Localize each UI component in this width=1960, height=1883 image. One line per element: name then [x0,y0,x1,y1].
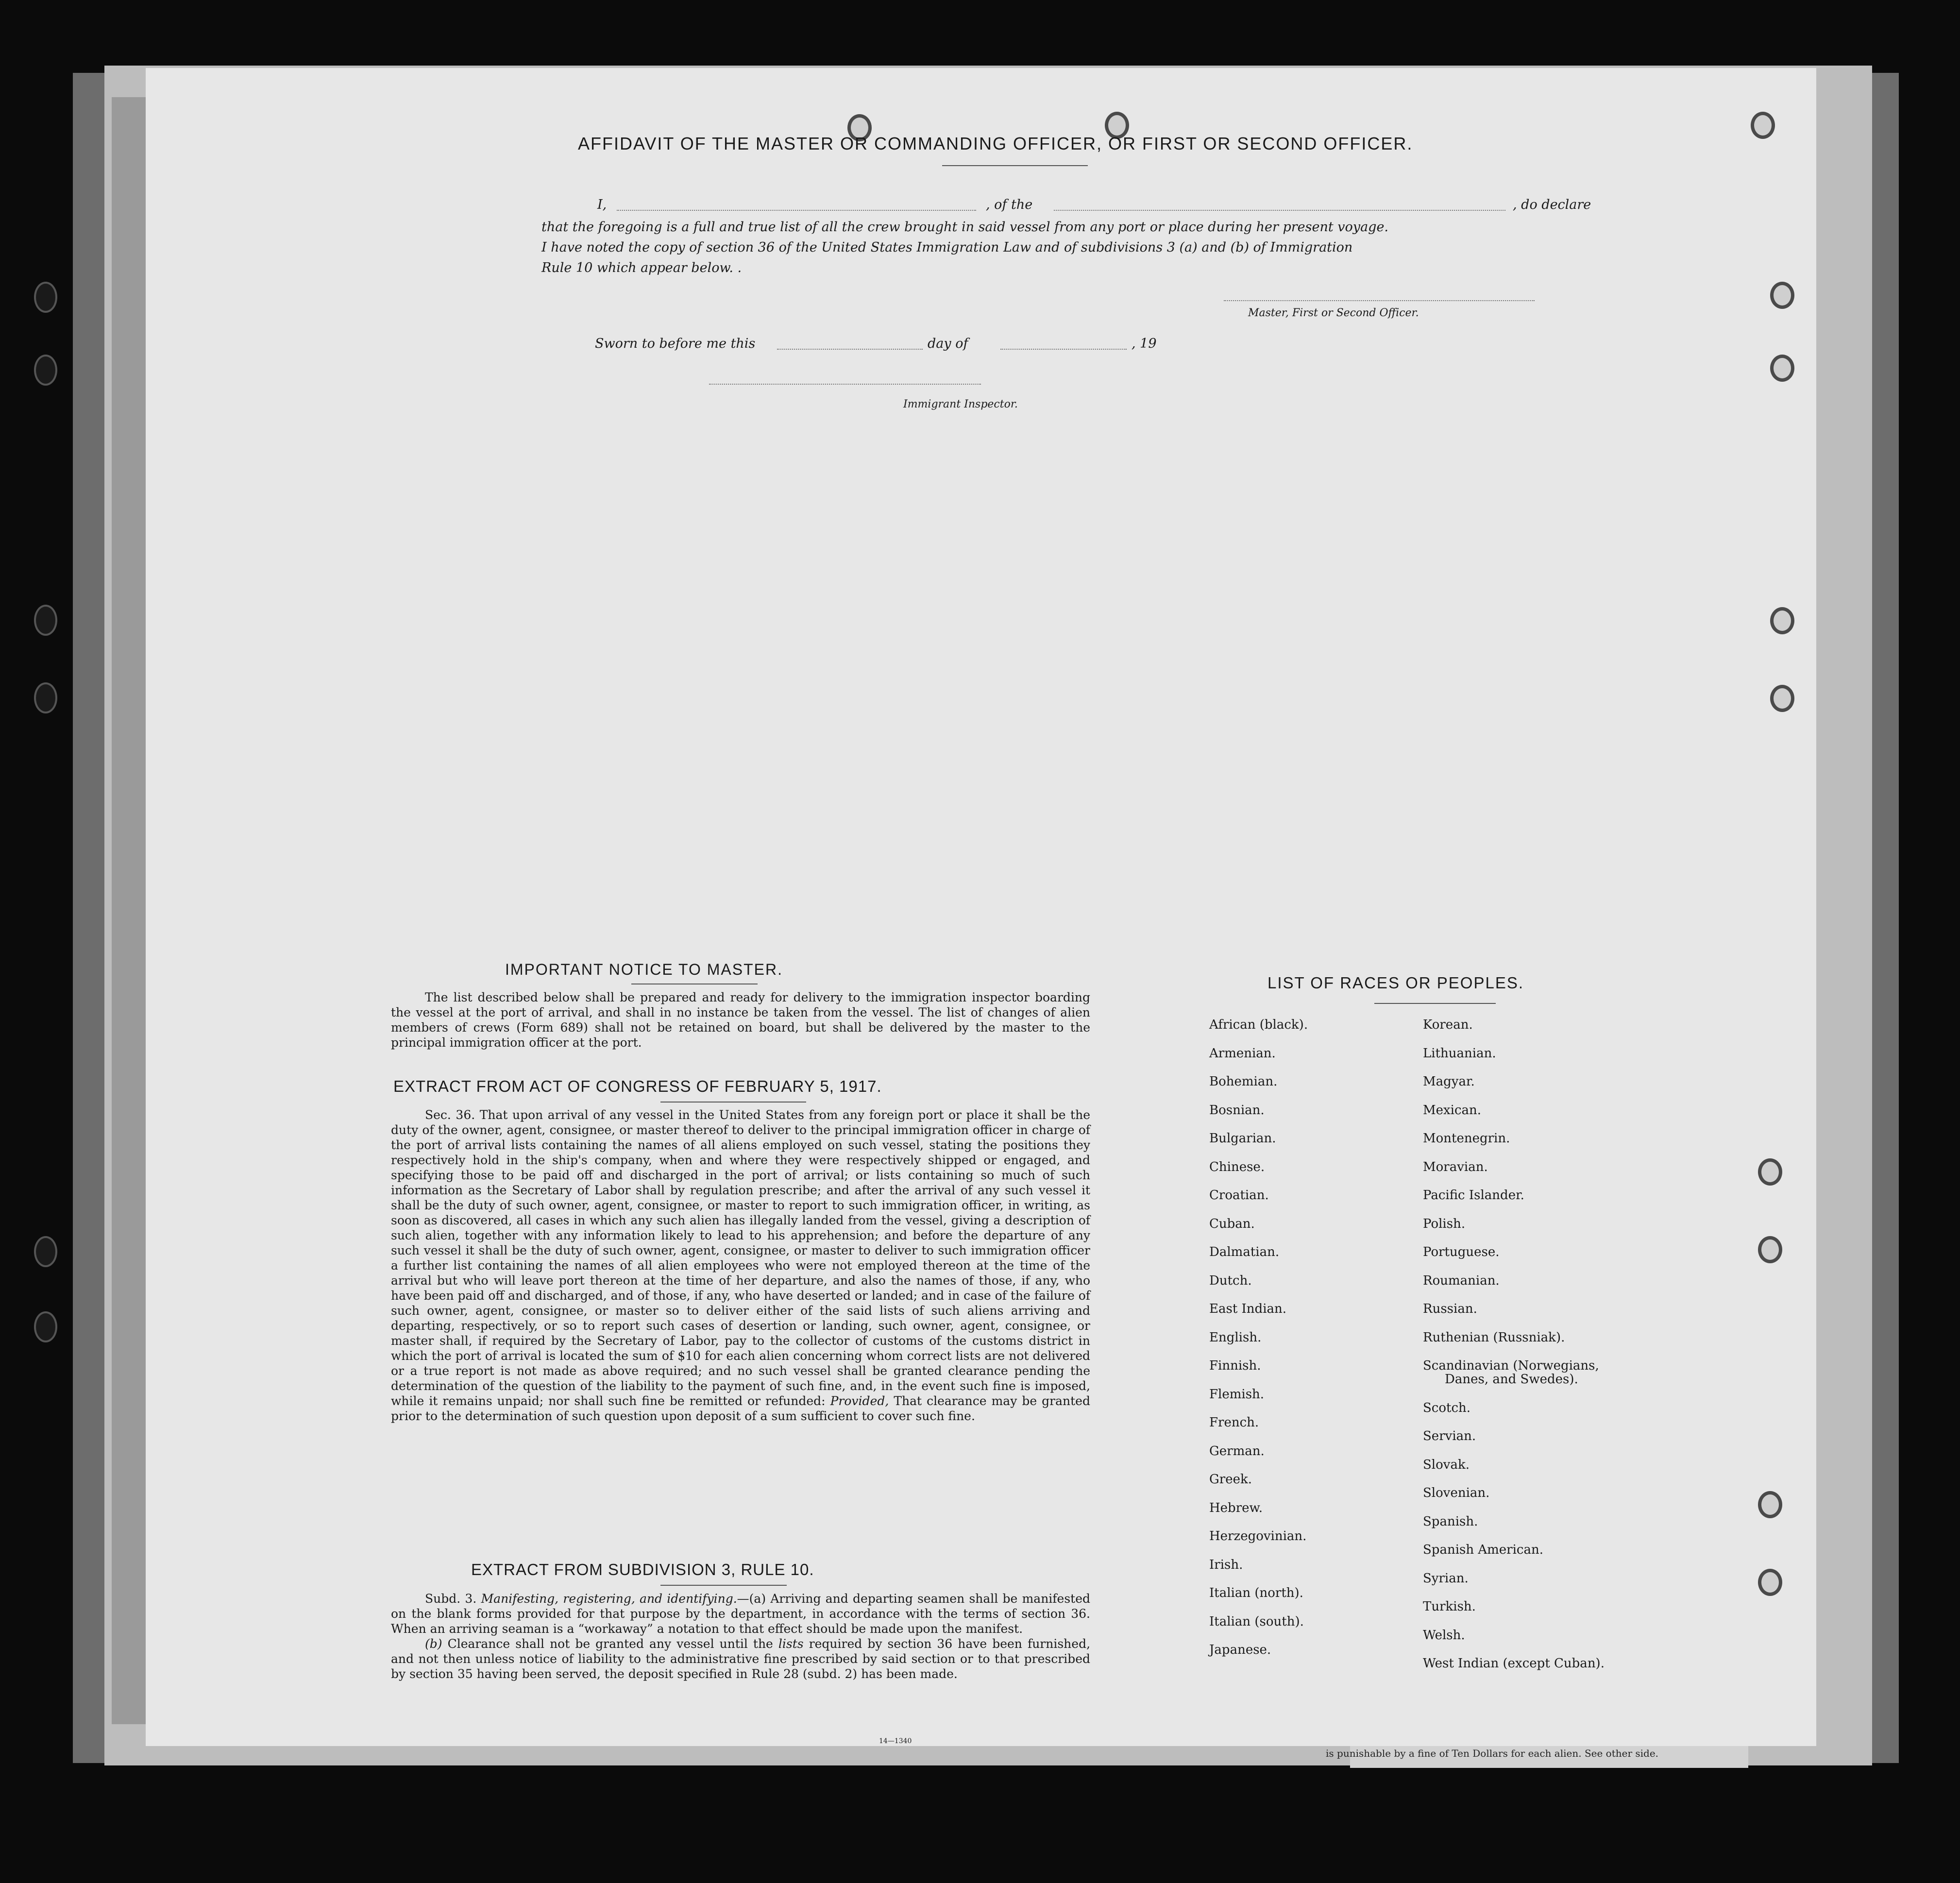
race-item: German. [1209,1443,1265,1459]
punch-ring [1758,1569,1782,1596]
race-item: African (black). [1209,1018,1308,1032]
race-item: Servian. [1423,1429,1476,1443]
race-item: Hebrew. [1209,1500,1263,1515]
affidavit-title: AFFIDAVIT OF THE MASTER OR COMMANDING OFFICER, OR FIRST OR SECOND OFFICER. [578,134,1413,153]
race-item: Ruthenian (Russniak). [1423,1330,1565,1345]
race-item: Italian (south). [1209,1614,1304,1629]
race-item: Moravian. [1423,1159,1488,1174]
race-item: Portuguese. [1423,1245,1500,1259]
race-item: Irish. [1209,1557,1243,1572]
section-36-end: That clearance may be granted prior to the determination of such question upon deposit of a sum sufficient to cover such fine. [391,1394,1090,1423]
races-title: LIST OF RACES OR PEOPLES. [1267,974,1524,992]
race-item: Italian (north). [1209,1586,1303,1600]
master-signature-line [1224,300,1535,301]
affidavit-i: I, [597,197,607,212]
races-title-rule [1374,1003,1496,1004]
subd-title: Manifesting, registering, and identifying. [481,1592,737,1606]
race-item: Lithuanian. [1423,1046,1496,1061]
race-item: Scotch. [1423,1400,1471,1415]
race-item: Montenegrin. [1423,1131,1510,1146]
race-item: Roumanian. [1423,1273,1500,1288]
race-item: Dalmatian. [1209,1245,1280,1259]
race-item: Russian. [1423,1302,1477,1316]
race-item: Turkish. [1423,1599,1476,1614]
punch-ring [1770,685,1794,712]
race-item: Mexican. [1423,1103,1482,1118]
race-item: Flemish. [1209,1387,1265,1402]
race-item: Polish. [1423,1216,1466,1231]
back-page-footnote: is punishable by a fine of Ten Dollars for each alien. See other side. [1326,1747,1659,1759]
race-item: Scandinavian (Norwegians, [1423,1358,1599,1373]
subd-para-b-post: required by section 36 have been furnished, and not then unless notice of liability to the administrative fine prescribed by said section or to that prescribed by section 35 having been served, the deposit specified in Rule 28 (subd. 2) has been made. [391,1637,1091,1681]
act-extract-rule [660,1102,806,1103]
punch-ring [1758,1158,1782,1186]
vessel-blank [1054,210,1505,211]
subd-lists-word: lists [778,1637,804,1651]
affidavit-line-4: Rule 10 which appear below. . [541,260,742,275]
punch-ring [1770,282,1794,309]
punch-ring [1751,112,1775,139]
month-blank [1000,349,1127,350]
notice-paragraph: The list described below shall be prepared and ready for delivery to the immigration inspector boarding the vessel at the port of arrival, and shall in no instance be taken from the vessel. The list of changes of alien members of crews (Form 689) shall not be retained on board, but shall be delivered by the master to the principal immigration officer at the port. [391,990,1090,1050]
race-item: Magyar. [1423,1074,1475,1089]
race-item: Syrian. [1423,1571,1469,1586]
affidavit-line-2: that the foregoing is a full and true list of all the crew brought in said vessel from any port or place during her present voyage. [541,220,1389,235]
race-item: Korean. [1423,1018,1473,1032]
race-item: East Indian. [1209,1302,1287,1316]
race-item: Dutch. [1209,1273,1252,1288]
affidavit-declare: , do declare [1513,197,1591,212]
punch-ring [1758,1236,1782,1263]
race-item: Spanish. [1423,1514,1478,1529]
subd-label: Subd. 3. [425,1592,477,1606]
punch-ring [1770,607,1794,634]
race-item: Danes, and Swedes). [1445,1372,1578,1387]
rule-extract-rule [660,1585,787,1586]
notice-text [391,990,1090,1050]
section-label: Sec. 36. [425,1108,475,1122]
act-extract-heading: EXTRACT FROM ACT OF CONGRESS OF FEBRUARY 5, 1917. [393,1077,882,1095]
inspector-caption: Immigrant Inspector. [903,398,1018,410]
punch-ring [1770,355,1794,382]
race-item: Bosnian. [1209,1103,1265,1118]
binder-hole [34,682,57,713]
day-blank [777,349,923,350]
race-item: French. [1209,1415,1259,1430]
punch-ring [1758,1491,1782,1518]
race-item: Chinese. [1209,1159,1265,1174]
race-item: Slovak. [1423,1457,1470,1472]
section-36-text [391,1107,1090,1424]
inspector-signature-line [709,384,981,385]
affidavit-title-rule [942,165,1088,166]
notice-title: IMPORTANT NOTICE TO MASTER. [505,961,783,978]
race-item: Greek. [1209,1472,1252,1487]
race-item: Pacific Islander. [1423,1188,1524,1203]
rule-extract-heading: EXTRACT FROM SUBDIVISION 3, RULE 10. [471,1561,814,1578]
master-caption: Master, First or Second Officer. [1248,307,1419,319]
form-number: 14—1340 [879,1737,912,1745]
subd-para-a: —(a) Arriving and departing seamen shall be manifested on the blank forms provided for that purpose by the department, in accordance with the terms of section 36. When an arriving seaman is a “workaway” a notation to that effect should be made upon the manifest. [391,1592,1091,1636]
affidavit-line-3: I have noted the copy of section 36 of the United States Immigration Law and of subdivisions 3 (a) and (b) of Immigration [541,240,1353,255]
manifest-page [146,68,1816,1746]
subd-para-b-pre: Clearance shall not be granted any vessel until the [447,1637,773,1651]
affidavit-of-the: , of the [986,197,1033,212]
race-item: Spanish American. [1423,1543,1544,1557]
binder-hole [34,355,57,386]
name-blank [617,210,976,211]
provided-word: Provided, [830,1394,889,1408]
race-item: English. [1209,1330,1262,1345]
rule-10-text [391,1591,1090,1681]
race-item: Bulgarian. [1209,1131,1276,1146]
subd-b-label: (b) [425,1637,442,1651]
year-text: , 19 [1132,336,1157,351]
race-item: Cuban. [1209,1216,1255,1231]
race-item: Japanese. [1209,1643,1271,1657]
race-item: Armenian. [1209,1046,1276,1061]
race-item: Welsh. [1423,1628,1465,1643]
race-item: Finnish. [1209,1358,1261,1373]
section-36-body: That upon arrival of any vessel in the United States from any foreign port or place it shall be the duty of the owner, agent, consignee, or master thereof to deliver to the principal immigration officer in charge of the port of arrival lists containing the names of all aliens employed on such vessel, stating the positions they respectively hold in the ship's company, when and where they were respectively shipped or engaged, and specifying those to be paid off and discharged in the port of arrival; or lists containing so much of such information as the Secretary of Labor shall by regulation prescribe; and after the arrival of any such vessel it shall be the duty of such owner, agent, consignee, or master to report to such immigration officer, in writing, as soon as discovered, all cases in which any such alien has illegally landed from the vessel, giving a description of such alien, together with any information likely to lead to his apprehension; and before the departure of any such vessel it shall be the duty of such owner, agent, consignee, or master to deliver to such immigration officer a further list containing the names of all alien employees who were not employed thereon at the time of the arrival but who will leave port thereon at the time of her departure, and also the names of those, if any, who have been paid off and discharged, and of those, if any, who have deserted or landed; and in case of the failure of such owner, agent, consignee, or master so to deliver either of the said lists of such aliens arriving and departing, respectively, or so to report such cases of desertion or landing, such owner, agent, consignee, or master shall, if required by the Secretary of Labor, pay to the collector of customs of the customs district in which the port of arrival is located the sum of $10 for each alien concerning whom correct lists are not delivered or a true report is not made as above required; and no such vessel shall be granted clearance pending the determination of the question of the liability to the payment of such fine, and, in the event such fine is imposed, while it remains unpaid; nor shall such fine be remitted or refunded: [391,1108,1090,1408]
binder-hole [34,282,57,313]
binder-hole [34,1311,57,1342]
race-item: Slovenian. [1423,1486,1490,1500]
sworn-text: Sworn to before me this [595,336,756,351]
binder-hole [34,1236,57,1267]
race-item: West Indian (except Cuban). [1423,1656,1605,1671]
race-item: Bohemian. [1209,1074,1278,1089]
binder-hole [34,605,57,636]
race-item: Herzegovinian. [1209,1529,1307,1544]
day-of-text: day of [928,336,968,351]
race-item: Croatian. [1209,1188,1269,1203]
